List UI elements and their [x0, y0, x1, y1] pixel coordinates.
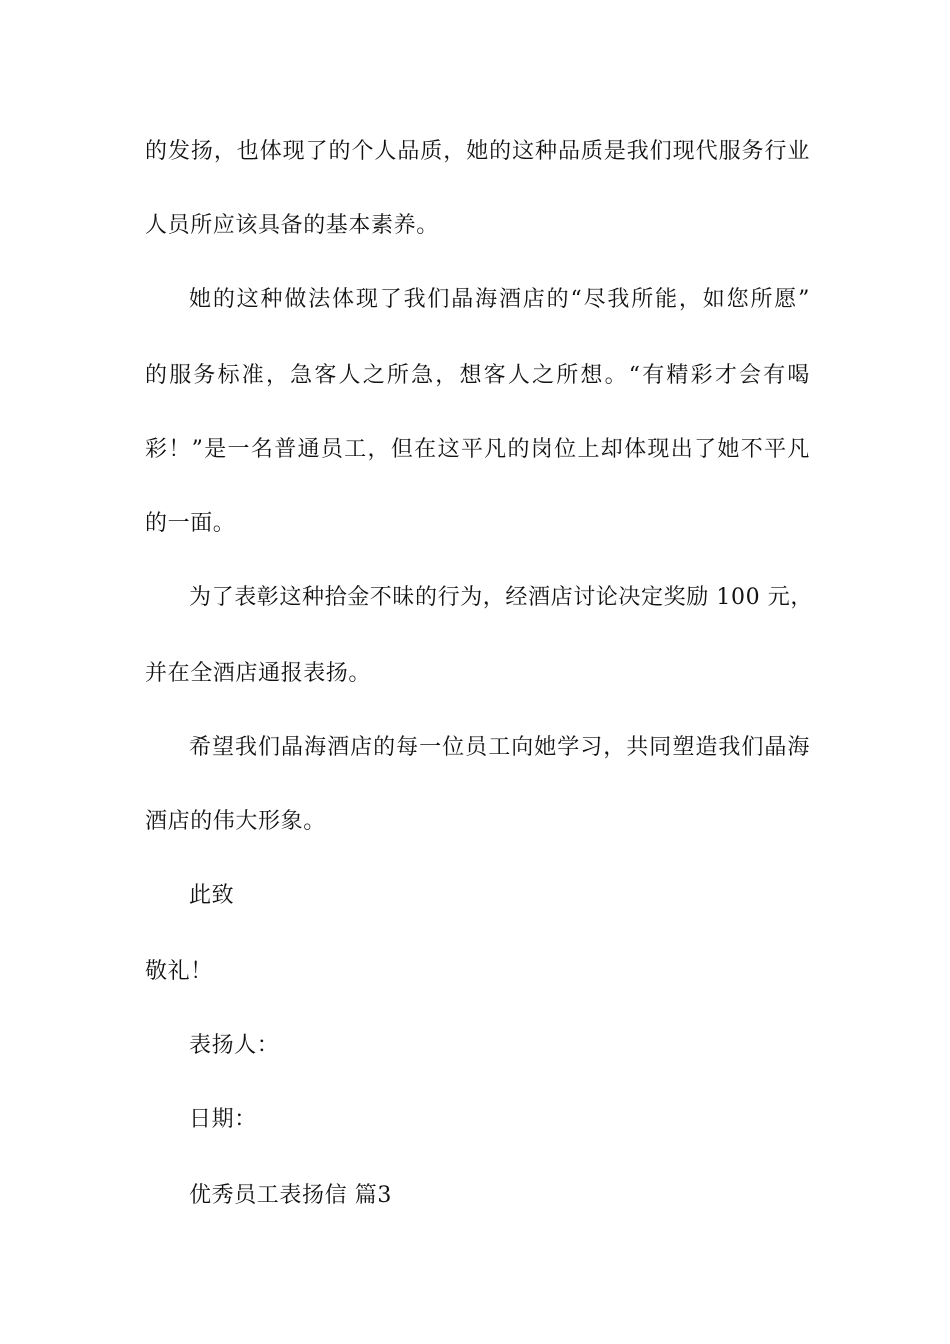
paragraph-2-line-3: 彩！”是一名普通员工，但在这平凡的岗位上却体现出了她不平凡 — [145, 437, 810, 462]
commender-label: 表扬人： — [189, 1033, 280, 1058]
salutation: 此致 — [189, 883, 235, 908]
next-section-heading: 优秀员工表扬信 篇3 — [189, 1183, 392, 1208]
paragraph-3-line-2: 并在全酒店通报表扬。 — [145, 661, 372, 686]
paragraph-4-line-2: 酒店的伟大形象。 — [145, 809, 326, 834]
paragraph-1-line-1: 的发扬，也体现了的个人品质，她的这种品质是我们现代服务行业 — [145, 139, 810, 164]
date-label: 日期： — [189, 1107, 257, 1132]
paragraph-3-line-1: 为了表彰这种拾金不昧的行为，经酒店讨论决定奖励 100 元， — [189, 585, 813, 610]
paragraph-4-line-1: 希望我们晶海酒店的每一位员工向她学习，共同塑造我们晶海 — [189, 735, 810, 760]
paragraph-2-line-2: 的服务标准，急客人之所急，想客人之所想。“有精彩才会有喝 — [145, 363, 810, 388]
paragraph-2-line-4: 的一面。 — [145, 511, 236, 536]
paragraph-2-line-1: 她的这种做法体现了我们晶海酒店的“尽我所能，如您所愿” — [189, 287, 810, 312]
paragraph-1-line-2: 人员所应该具备的基本素养。 — [145, 213, 439, 238]
regards: 敬礼！ — [145, 959, 213, 984]
